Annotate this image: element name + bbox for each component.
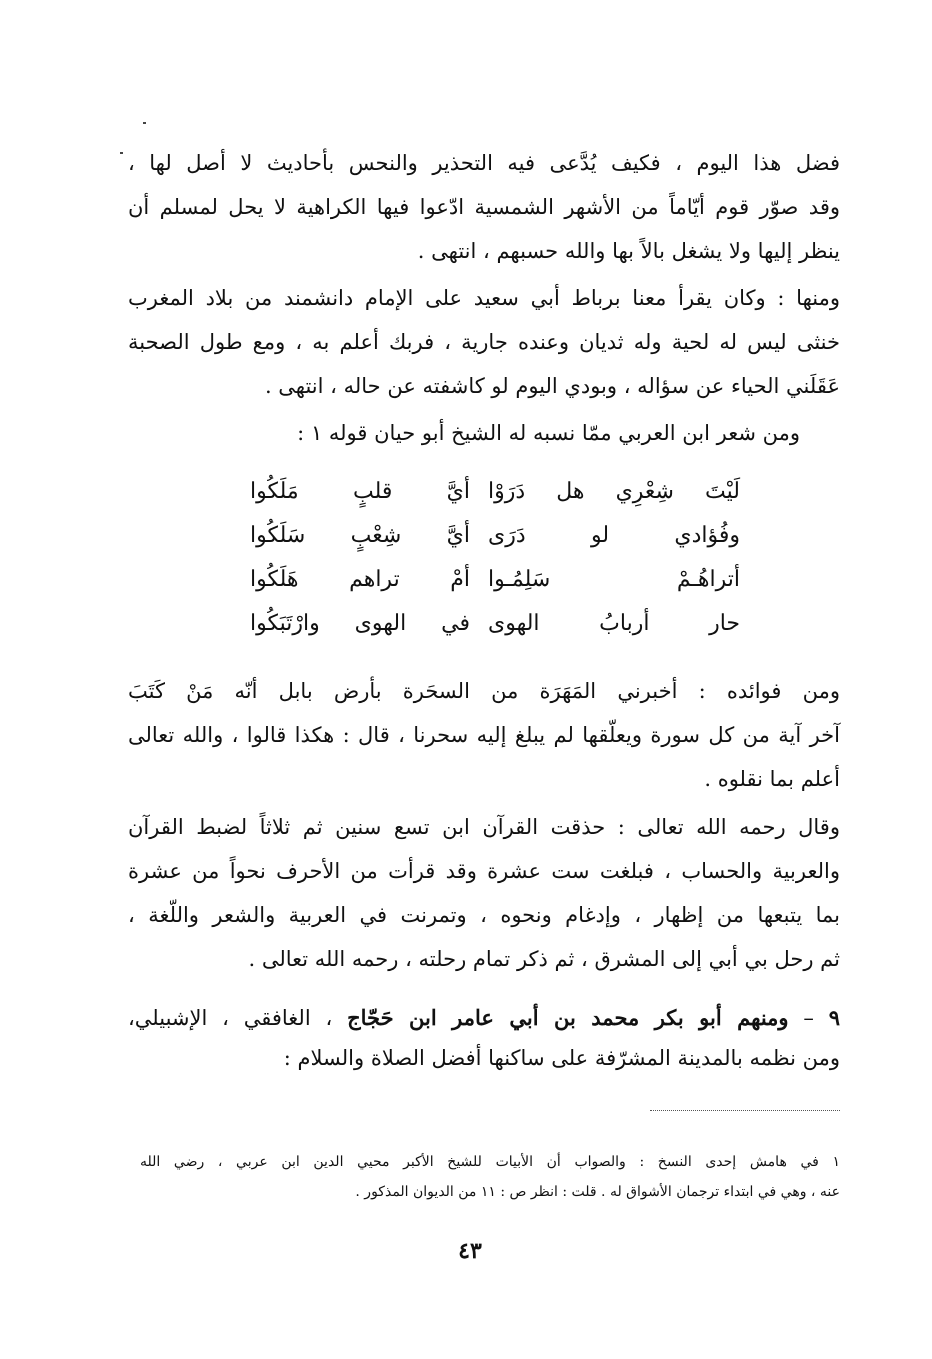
entry-name: ومنهم أبو بكر محمد بن أبي عامر ابن حَجّاج — [347, 1005, 789, 1030]
text-line: بما يتبعها من إظهار ، وإدغام ونحوه ، وتمرنت في العربية والشعر واللّغة ، — [128, 903, 840, 927]
verse-second-hemistich: في الهوى وارْتَبَكُوا — [250, 611, 470, 636]
text-line: ثم رحل بي أبي إلى المشرق ، ثم ذكر تمام رحلته ، رحمه الله تعالى . — [248, 947, 840, 971]
verse-first-hemistich: أتراهُـمْ سَلِمُـوا — [488, 567, 740, 592]
entry-nisba: ، الغافقي ، الإشبيلي، — [128, 1006, 333, 1030]
footnote-separator — [650, 1110, 840, 1111]
text-line: ينظر إليها ولا يشغل بالاً بها والله حسبهم ، انتهى . — [417, 239, 840, 263]
scan-speck — [120, 152, 123, 154]
text-line: وقد صوّر قوم أيّاماً من الأشهر الشمسية ادّعوا فيها الكراهية لا يحل لمسلم أن — [128, 195, 840, 219]
verse-second-hemistich: أيَّ قلبٍ مَلَكُوا — [250, 479, 470, 504]
text-line: ومن نظمه بالمدينة المشرّفة على ساكنها أفضل الصلاة والسلام : — [283, 1046, 840, 1070]
entry-dash: – — [803, 1006, 814, 1030]
page-number: ٤٣ — [458, 1238, 482, 1264]
footnote-line: عنه ، وهي في ابتداء ترجمان الأشواق له . قلت : انظر ص : ١١ من الديوان المذكور . — [355, 1184, 840, 1200]
text-line: أعلم بما نقلوه . — [704, 767, 840, 791]
verse-intro-line: ومن شعر ابن العربي ممّا نسبه له الشيخ أبو حيان قوله ١ : — [297, 421, 800, 445]
verse-second-hemistich: أمْ تراهم هَلَكُوا — [250, 567, 470, 592]
text-line: آخر آية من كل سورة ويعلّقها لم يبلغ إليه سحرنا ، قال : هكذا قالوا ، والله تعالى — [128, 723, 840, 747]
text-line: خنثى ليس له لحية وله ثديان وعنده جارية ، فربك أعلم به ، ومع طول الصحبة — [128, 330, 840, 354]
text-line: ومن فوائده : أخبرني المَهَرَة من السحَرة بأرض بابل أنّه مَنْ كَتَبَ — [128, 679, 840, 703]
text-line: ومنها : وكان يقرأ معنا برباط أبي سعيد على الإمام دانشمند من بلاد المغرب — [128, 286, 840, 310]
verse-first-hemistich: حار أربابُ الهوى — [488, 611, 740, 636]
verse-second-hemistich: أيَّ شِعْبٍ سَلَكُوا — [250, 523, 470, 548]
footnote-line: ١ في هامش إحدى النسخ : والصواب أن الأبيات للشيخ الأكبر محيي الدين ابن عربي ، رضي الله — [140, 1154, 840, 1170]
entry-heading-line — [128, 1003, 840, 1033]
verse-first-hemistich: وفُؤادي لو دَرَى — [488, 523, 740, 548]
text-line: عَقَلَني الحياء عن سؤاله ، وبودي اليوم لو كاشفته عن حاله ، انتهى . — [264, 374, 840, 398]
text-line: فضل هذا اليوم ، فكيف يُدَّعى فيه التحذير والنحس بأحاديث لا أصل لها ، — [128, 151, 840, 175]
text-line: وقال رحمه الله تعالى : حذقت القرآن ابن تسع سنين ثم ثلاثاً لضبط القرآن — [128, 815, 840, 839]
entry-number: ٩ — [828, 1005, 840, 1030]
scan-speck — [143, 122, 146, 124]
text-line: والعربية والحساب ، فبلغت ست عشرة وقد قرأت من الأحرف نحواً من عشرة — [128, 859, 840, 883]
verse-first-hemistich: لَيْتَ شِعْرِي هل دَرَوْا — [488, 479, 740, 504]
